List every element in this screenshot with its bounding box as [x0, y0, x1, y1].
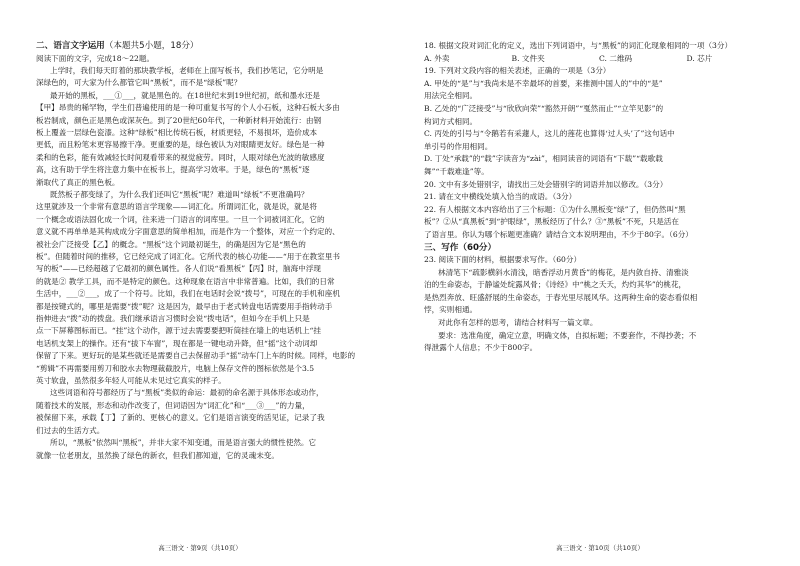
section-note: （本题共5小题，18分）: [104, 41, 199, 51]
right-column: [424, 40, 774, 355]
text-line: 这里就涉及一个非常有意思的语言学现象——词汇化。所谓词汇化，就是说，就是将: [36, 202, 317, 212]
text-line: 生活中，___②___，成了一个符号。比如，我们在电话时会说“拨号”，可现在的手机和座机: [36, 289, 340, 299]
writing-requirements: [424, 330, 774, 355]
text-line: 舞”“千载难逢”等。: [424, 166, 489, 176]
text-line: 就像一位老朋友，虽然换了绿色的新衣，但我们都知道，它的灵魂未变。: [36, 450, 279, 460]
instruction: 阅读下面的文字，完成18～22题。: [36, 53, 155, 63]
text-line: 所以，“黑板”依然叫“黑板”，并非大家不知变通，而是语言强大的惯性使然。它: [50, 438, 317, 448]
text-line: B. 乙处的“广泛接受”与“欣欣向荣”“豁然开朗”“戛然而止”“立竿见影”的: [424, 103, 664, 113]
question-23: 23. 阅读下面的材料，根据要求写作。（60分）: [424, 255, 582, 264]
text-line: 得泄露个人信息；不少于800字。: [424, 343, 538, 353]
question-20: 20. 文中有多处错别字，请找出三处会错别字的词语并加以修改。（3分）: [424, 179, 668, 189]
writing-prompt: 对此你有怎样的思考，请结合材料写一篇文章。: [438, 317, 598, 327]
text-line: 电话机支架上的操作。还有“拔下车窗”，现在都是一键电动升降，但“摇”这个动词却: [36, 338, 318, 348]
text-line: 一个概念或语法固化成一个词，往来进一门语言的词库里。一旦一个词被词汇化，它的: [36, 214, 325, 224]
text-line: 上学时，我们每天盯着的那块教学板，老师在上面写板书，我们抄笔记，它分明是: [50, 65, 324, 75]
text-line: D. 丁处“承载”的“载”字读音为“zài”，相同读音的词语有“下载”“载歌载: [424, 154, 663, 164]
text-line: 林清笔下“疏影横斜水清浅，暗香浮动月黄昏”的梅花，是内敛自持、清雅淡: [438, 267, 689, 277]
text-line: 英寸软盘，虽然很多年轻人可能从未见过它真实的样子。: [36, 376, 226, 386]
text-line: 用法完全相同。: [424, 91, 478, 101]
option: B. 文件夹: [511, 53, 545, 63]
text-line: 们过去的生活方式。: [36, 425, 105, 435]
text-line: 板”。但随着时间的推移，它已经完成了词汇化。它所代表的核心功能——“用于在教室里书: [36, 252, 340, 261]
question-19: 19. 下列对文段内容的相关表述，正确的一项是（3分）: [424, 66, 611, 76]
text-line: 泊的生命姿态，于静谧处绽露风骨；《诗经》中“桃之夭夭，灼灼其华”的桃花，: [424, 280, 687, 290]
text-line: 被社会广泛接受【乙】的概念。“黑板”这个词最初诞生，的确是因为它是“黑色的: [36, 239, 306, 249]
text-line: 的就是② 教学工具，而不是特定的颜色。这种现象在语言中非常普遍。比如，我们的日常: [36, 276, 335, 286]
text-line: 构词方式相同。: [424, 116, 478, 126]
text-line: 保留了下来。更好玩的是某些就还是需要自己去保留动手“摇”动车门上车的时候。同样，电影的: [36, 351, 356, 361]
text-line: 随着技术的发展，形态和动作改变了，但词语因为“词汇化”和“___③___”的力量，: [36, 400, 310, 410]
text-line: C. 丙处的引号与“令鹅若有采蘧人，这儿的莲花也算得‘过人头’了”这句话中: [424, 129, 675, 139]
text-line: 指伸进去“拨”动的拨盘。我们继承语言习惯时会说“拨电话”，但如今在手机上只是: [36, 314, 310, 324]
text-line: 板”？②从“真黑板”到“护眼绿”，黑板经历了什么？③“黑板”不死，只是活在: [424, 217, 679, 227]
text-line: 更低，而且粉笔末更容易擦干净。更重要的是，绿色被认为对眼睛更友好。绿色是一种: [36, 140, 325, 150]
text-line: 深绿色的，可大家为什么都管它叫“黑板”，而不是“绿板”呢？: [36, 78, 242, 88]
text-line: 点一下屏幕图标而已。“挂”这个动作，源于过去需要要把听筒挂在墙上的电话机上“挂: [36, 326, 322, 336]
text-line: 【甲】昂贵的稀罕物，学生们普遍使用的是一种可重复书写的个人小石板，这种石板大多由: [36, 103, 340, 113]
text-line: 柔和的色彩，能有效减轻长时间观看带来的视觉疲劳。同时，人眼对绿色光波的敏感度: [36, 152, 325, 162]
option: D. 芯片: [686, 53, 713, 63]
text-line: 悖，实则相通。: [424, 305, 478, 315]
section-writing: 三、写作（60分）: [424, 242, 497, 253]
footer-right: 高三语文 · 第10页（共10页）: [556, 544, 644, 552]
section-title-text: 二、语言文字运用: [36, 41, 105, 51]
writing-material: [424, 267, 774, 317]
question-21: 21. 请在文中横线处填入恰当的成语。（3分）: [424, 192, 577, 202]
section-title: [36, 40, 382, 53]
text-line: 板上覆盖一层绿色瓷漆。这种“绿板”相比传统石板，材质更轻，不易损坏，造价成本: [36, 127, 318, 137]
text-line: 是热烈奔放、旺盛舒展的生命姿态，于春光里尽展风华。这两种生命的姿态看似相: [424, 292, 698, 302]
passage: [36, 65, 382, 462]
text-line: 意义就不再单单是其构成成分字面意思的简单相加，而是作为一个整体，对应一个约定的、: [36, 227, 340, 237]
question-18-options: [424, 53, 774, 66]
question-22: [424, 204, 774, 242]
text-line: 既然板子都变绿了，为什么我们还叫它“黑板”呢？难道叫“绿板”不更准确吗？: [50, 189, 309, 199]
text-line: 单引号的作用相同。: [424, 141, 493, 151]
question-19-options: [424, 78, 774, 179]
left-column: [36, 40, 382, 462]
text-line: “剪辑”不再需要用剪刀和胶水去物理裁截胶片，电脑上保存文件的图标依然是个3.5: [36, 363, 315, 373]
text-line: 要求：选准角度，确定立意，明确文体，自拟标题；不要套作，不得抄袭；不: [438, 330, 697, 340]
text-line: 写的板”——已经超越了它最初的颜色属性。各人们说“看黑板”【丙】时，脑海中浮现: [36, 264, 322, 274]
text-line: 高，这有助于学生将注意力集中在板书上，提高学习效率。于是，绿色的“黑板”逐: [36, 165, 310, 175]
option: A. 外卖: [424, 53, 450, 63]
page-right: [400, 0, 800, 566]
footer-left: 高三语文 · 第9页（共10页）: [158, 544, 242, 552]
text-line: 渐取代了真正的黑色板。: [36, 177, 120, 187]
text-line: A. 甲处的“是”与“我尚未是不幸最坏的首要，来推测中国人的”中的“是”: [424, 78, 663, 88]
text-line: 板岩制成，颜色正是黑色或深灰色。到了20世纪60年代，一种新材料开始流行：由钢: [36, 115, 322, 125]
text-line: 了语言里。你认为哪个标题更准确？请结合文本说明理由，不少于80字。（6分）: [424, 229, 693, 239]
text-line: 最开始的黑板，___①___，就是黑色的。在18世纪末到19世纪初，纸和墨水还是: [50, 90, 320, 100]
text-line: 都是按键式的，哪里是需要“拨”呢？这是因为，最早由于老式转盘电话需要用手指转动手: [36, 301, 333, 311]
text-line: 22. 有人根据文本内容给出了三个标题：①为什么黑板变“绿”了，但仍然叫“黑: [424, 204, 686, 214]
text-line: 这些词语和符号都经历了与“黑板”类似的命运：最初的命名源于具体形态或动作，: [50, 388, 324, 398]
question-18: 18. 根据文段对词汇化的定义，选出下列词语中，与“黑板”的词汇化现象相同的一项（3分）: [424, 41, 733, 50]
option: C. 二维码: [599, 53, 633, 63]
text-line: 被保留下来，承载【丁】了新的、更核心的意义。它们是语言演变的活见证，记录了我: [36, 413, 325, 423]
